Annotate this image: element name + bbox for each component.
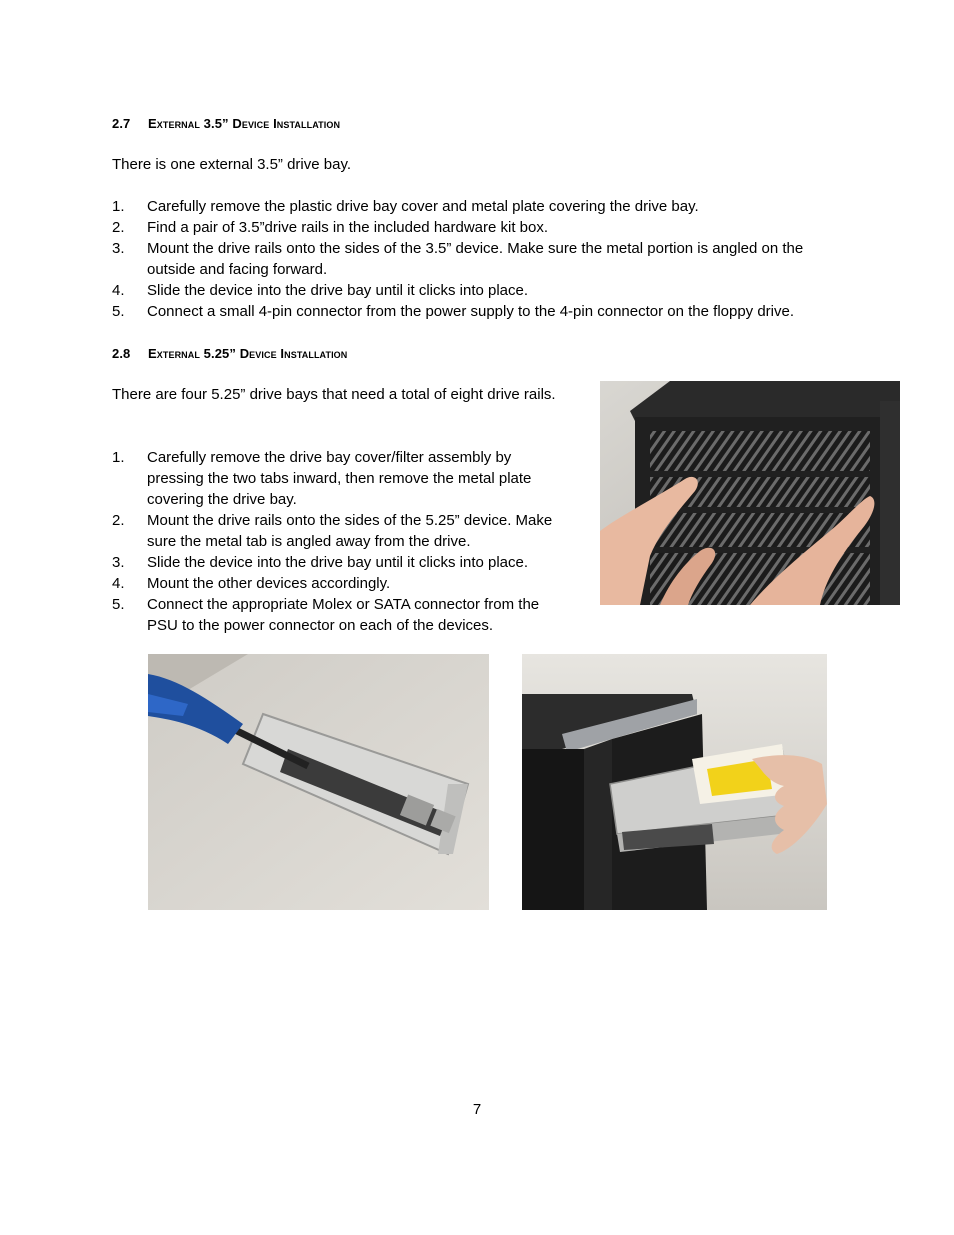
section-2-7-intro: There is one external 3.5” drive bay.: [112, 156, 352, 173]
section-2-8-steps: [112, 447, 572, 636]
list-item: 4. Slide the device into the drive bay until it clicks into place.: [112, 282, 529, 299]
photo-slide-drive-in: [522, 654, 827, 910]
photo-bay-cover-removal: [600, 381, 900, 605]
list-item: 5. Connect a small 4-pin connector from the power supply to the 4-pin connector on the floppy drive.: [112, 303, 795, 320]
list-item: 1. Carefully remove the drive bay cover/filter assembly by pressing the two tabs inward, then remove the metal plate covering the drive bay.: [112, 449, 532, 508]
list-item: 2. Mount the drive rails onto the sides of the 5.25” device. Make sure the metal tab is angled away from the drive.: [112, 512, 553, 550]
list-item: 1. Carefully remove the plastic drive bay cover and metal plate covering the drive bay.: [112, 198, 699, 215]
section-2-8-intro: There are four 5.25” drive bays that need a total of eight drive rails.: [112, 386, 556, 403]
list-item: 5. Connect the appropriate Molex or SATA connector from the PSU to the power connector on each of the devices.: [112, 596, 540, 634]
list-item: 3. Slide the device into the drive bay until it clicks into place.: [112, 554, 529, 571]
photo-mounting-rails: [148, 654, 489, 910]
section-title: External 5.25” Device Installation: [148, 346, 348, 361]
section-2-8-heading: [112, 343, 347, 364]
section-number: 2.8: [112, 346, 131, 361]
section-number: 2.7: [112, 116, 131, 131]
section-2-7-heading: [112, 113, 340, 134]
section-title: External 3.5” Device Installation: [148, 116, 341, 131]
page-number: 7: [472, 1101, 482, 1118]
section-2-7-steps: [112, 196, 852, 322]
list-item: 4. Mount the other devices accordingly.: [112, 575, 391, 592]
list-item: 3. Mount the drive rails onto the sides of the 3.5” device. Make sure the metal portion is angled on the outside and facing forward.: [112, 240, 804, 278]
list-item: 2. Find a pair of 3.5”drive rails in the included hardware kit box.: [112, 219, 549, 236]
